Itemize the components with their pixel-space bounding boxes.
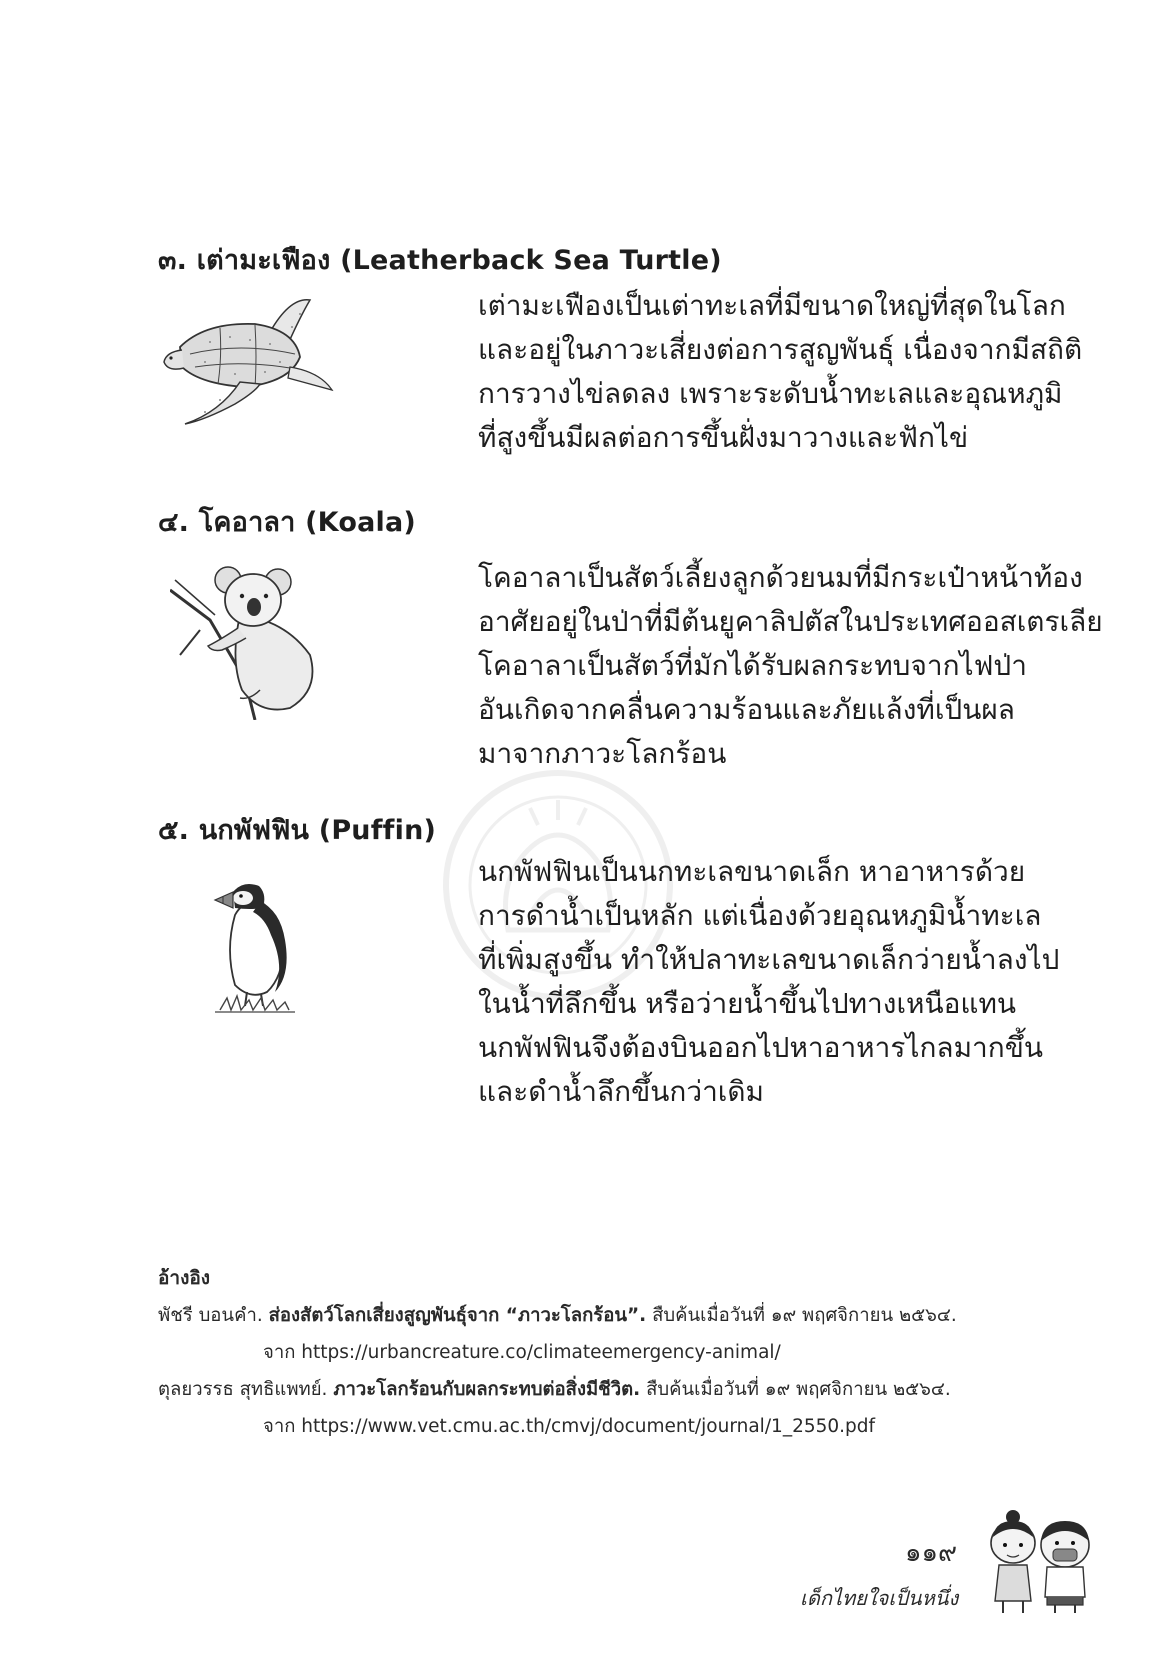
text-line: โคอาลาเป็นสัตว์ที่มักได้รับผลกระทบจากไฟป่า (478, 649, 1027, 682)
text-line: อันเกิดจากคลื่นความร้อนและภัยแล้งที่เป็นผล (478, 693, 1015, 726)
text-line: นกพัฟฟินเป็นนกทะเลขนาดเล็ก หาอาหารด้วย (478, 855, 1026, 888)
reference-title: ส่องสัตว์โลกเสี่ยงสูญพันธุ์จาก “ภาวะโลกร้อน”. (268, 1305, 647, 1326)
section-title-leatherback-turtle: ๓. เต่ามะเฟือง (Leatherback Sea Turtle) (158, 245, 722, 276)
references-block (158, 1260, 1058, 1445)
text-line: การวางไข่ลดลง เพราะระดับน้ำทะเลและอุณหภูมิ (478, 377, 1063, 410)
text-line: โคอาลาเป็นสัตว์เลี้ยงลูกด้วยนมที่มีกระเป๋าหน้าท้อง (478, 561, 1083, 594)
puffin-illustration-icon (205, 880, 305, 1020)
reference-accessed: สืบค้นเมื่อวันที่ ๑๙ พฤศจิกายน ๒๕๖๔. (646, 1379, 951, 1400)
reference-accessed: สืบค้นเมื่อวันที่ ๑๙ พฤศจิกายน ๒๕๖๔. (652, 1305, 957, 1326)
section-title-koala: ๔. โคอาลา (Koala) (158, 507, 416, 538)
section-title-puffin: ๕. นกพัฟฟิน (Puffin) (158, 815, 437, 846)
text-line: นกพัฟฟินจึงต้องบินออกไปหาอาหารไกลมากขึ้น (478, 1031, 1043, 1064)
text-line: อาศัยอยู่ในป่าที่มีต้นยูคาลิปตัสในประเทศออสเตรเลีย (478, 605, 1103, 638)
reference-title: ภาวะโลกร้อนกับผลกระทบต่อสิ่งมีชีวิต. (333, 1379, 641, 1400)
text-line: ในน้ำที่ลึกขึ้น หรือว่ายน้ำขึ้นไปทางเหนือแทน (478, 987, 1017, 1020)
text-line: เต่ามะเฟืองเป็นเต่าทะเลที่มีขนาดใหญ่ที่สุดในโลก (478, 289, 1066, 322)
reference-author: พัชรี บอนคำ. (158, 1305, 263, 1326)
paragraph-leatherback-turtle (478, 284, 1083, 460)
reference-source: จาก https://www.vet.cmu.ac.th/cmvj/document/journal/1_2550.pdf (263, 1416, 876, 1437)
text-line: มาจากภาวะโลกร้อน (478, 737, 727, 770)
reference-source: จาก https://urbancreature.co/climateemergency-animal/ (263, 1342, 781, 1363)
footer-tagline: เด็กไทยใจเป็นหนึ่ง (800, 1586, 959, 1610)
leatherback-turtle-illustration-icon (160, 292, 340, 428)
reference-author: ตุลยวรรธ สุทธิแพทย์. (158, 1379, 328, 1400)
text-line: และดำน้ำลึกขึ้นกว่าเดิม (478, 1075, 765, 1108)
koala-illustration-icon (170, 560, 330, 720)
text-line: การดำน้ำเป็นหลัก แต่เนื่องด้วยอุณหภูมิน้ำทะเล (478, 899, 1042, 932)
paragraph-koala (478, 556, 1103, 776)
reference-2 (158, 1371, 1058, 1408)
text-line: และอยู่ในภาวะเสี่ยงต่อการสูญพันธุ์ เนื่องจากมีสถิติ (478, 333, 1083, 366)
text-line: ที่สูงขึ้นมีผลต่อการขึ้นฝั่งมาวางและฟักไข่ (478, 421, 969, 454)
children-mascots-icon (985, 1505, 1095, 1615)
paragraph-puffin (478, 850, 1058, 1114)
page-number: ๑๑๙ (905, 1538, 958, 1568)
text-line: ที่เพิ่มสูงขึ้น ทำให้ปลาทะเลขนาดเล็กว่ายน้ำลงไป (478, 943, 1060, 976)
reference-1 (158, 1297, 1058, 1334)
references-heading: อ้างอิง (158, 1267, 211, 1289)
